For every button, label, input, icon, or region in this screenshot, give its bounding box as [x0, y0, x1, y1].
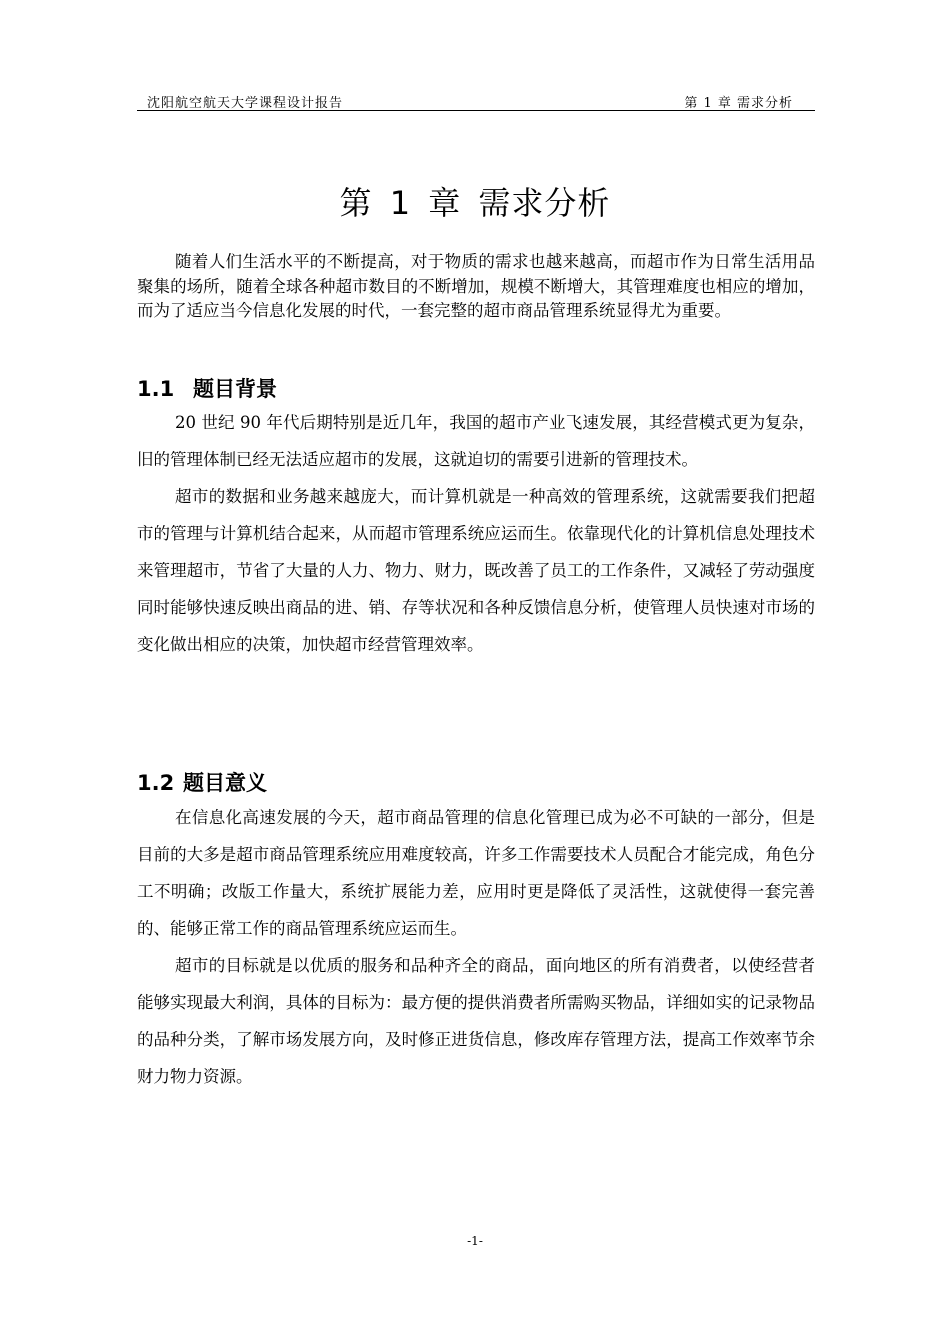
section-1-2-body — [137, 799, 815, 1095]
section-heading-1-2 — [137, 767, 267, 797]
page-number: -1- — [467, 1234, 483, 1248]
section-heading-1-1 — [137, 373, 277, 403]
chapter-title: 第 1 章 需求分析 — [339, 184, 611, 222]
body-paragraph: 在信息化高速发展的今天，超市商品管理的信息化管理已成为必不可缺的一部分，但是目前的大多是超市商品管理系统应用难度较高，许多工作需要技术人员配合才能完成，角色分工不明确；改版工作量大，系统扩展能力差，应用时更是降低了灵活性，这就使得一套完善的、能够正常工作的商品管理系统应运而生。 — [137, 808, 815, 938]
body-paragraph: 超市的目标就是以优质的服务和品种齐全的商品，面向地区的所有消费者，以使经营者能够实现最大利润，具体的目标为：最方便的提供消费者所需购买物品，详细如实的记录物品的品种分类，了解市场发展方向，及时修正进货信息，修改库存管理方法，提高工作效率节余财力物力资源。 — [137, 956, 815, 1086]
body-paragraph: 20 世纪 90 年代后期特别是近几年，我国的超市产业飞速发展，其经营模式更为复杂，旧的管理体制已经无法适应超市的发展，这就迫切的需要引进新的管理技术。 — [137, 413, 815, 469]
section-number: 1.2 — [137, 771, 175, 795]
header-chapter: 第 1 章 需求分析 — [684, 96, 793, 111]
page-header — [137, 88, 815, 111]
section-1-1-body — [137, 404, 815, 663]
section-title: 题目意义 — [183, 771, 267, 795]
body-paragraph: 超市的数据和业务越来越庞大，而计算机就是一种高效的管理系统，这就需要我们把超市的管理与计算机结合起来，从而超市管理系统应运而生。依靠现代化的计算机信息处理技术来管理超市，节省了大量的人力、物力、财力，既改善了员工的工作条件，又减轻了劳动强度同时能够快速反映出商品的进、销、存等状况和各种反馈信息分析，使管理人员快速对市场的变化做出相应的决策，加快超市经营管理效率。 — [137, 487, 815, 654]
intro-paragraph: 随着人们生活水平的不断提高，对于物质的需求也越来越高，而超市作为日常生活用品聚集的场所，随着全球各种超市数目的不断增加，规模不断增大，其管理难度也相应的增加，而为了适应当今信息化发展的时代，一套完整的超市商品管理系统显得尤为重要。 — [137, 252, 815, 320]
section-title: 题目背景 — [193, 377, 277, 401]
intro-block — [137, 250, 815, 324]
section-number: 1.1 — [137, 377, 175, 401]
header-report-title: 沈阳航空航天大学课程设计报告 — [147, 96, 344, 111]
